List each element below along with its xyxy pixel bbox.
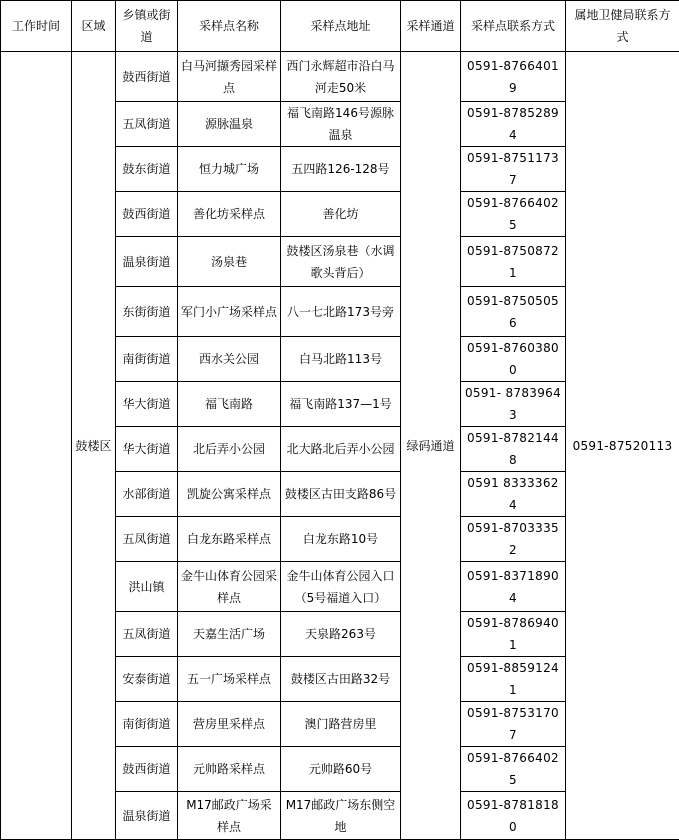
site-name-cell: 白龙东路采样点 [178, 517, 281, 562]
site-address-cell: 西门永辉超市沿白马河走50米 [281, 52, 401, 102]
site-address-cell: 元帅路60号 [281, 747, 401, 792]
site-address-cell: 福飞南路146号源脉温泉 [281, 102, 401, 147]
site-name-cell: 北后弄小公园 [178, 427, 281, 472]
site-phone-cell: 0591 83333624 [461, 472, 566, 517]
street-cell: 温泉街道 [116, 237, 178, 287]
site-name-cell: 五一广场采样点 [178, 657, 281, 702]
site-phone-cell: 0591-87511737 [461, 147, 566, 192]
site-address-cell: 鼓楼区古田路32号 [281, 657, 401, 702]
site-phone-cell: 0591-87664025 [461, 747, 566, 792]
site-phone-cell: 0591-88591241 [461, 657, 566, 702]
site-name-cell: 营房里采样点 [178, 702, 281, 747]
header-site-contact: 采样点联系方式 [461, 1, 566, 52]
header-row [1, 1, 679, 52]
site-address-cell: 善化坊 [281, 192, 401, 237]
site-address-cell: 鼓楼区古田支路86号 [281, 472, 401, 517]
street-cell: 水部街道 [116, 472, 178, 517]
site-name-cell: 福飞南路 [178, 382, 281, 427]
street-cell: 温泉街道 [116, 792, 178, 840]
header-site-name: 采样点名称 [178, 1, 281, 52]
site-phone-cell: 0591-87033352 [461, 517, 566, 562]
site-name-cell: M17邮政广场采样点 [178, 792, 281, 840]
header-street: 乡镇或街道 [116, 1, 178, 52]
site-name-cell: 白马河撷秀园采样点 [178, 52, 281, 102]
site-address-cell: 澳门路营房里 [281, 702, 401, 747]
site-address-cell: 鼓楼区汤泉巷（水调歌头背后） [281, 237, 401, 287]
site-address-cell: 白龙东路10号 [281, 517, 401, 562]
site-name-cell: 天嘉生活广场 [178, 612, 281, 657]
site-address-cell: 八一七北路173号旁 [281, 287, 401, 337]
table-row [1, 52, 679, 102]
street-cell: 华大街道 [116, 427, 178, 472]
site-name-cell: 凯旋公寓采样点 [178, 472, 281, 517]
site-phone-cell: 0591-87818180 [461, 792, 566, 840]
site-name-cell: 汤泉巷 [178, 237, 281, 287]
street-cell: 鼓西街道 [116, 192, 178, 237]
site-name-cell: 西水关公园 [178, 337, 281, 382]
site-address-cell: 北大路北后弄小公园 [281, 427, 401, 472]
site-name-cell: 金牛山体育公园采样点 [178, 562, 281, 612]
district-cell: 鼓楼区 [72, 52, 116, 840]
health-contact-cell: 0591-87520113 [566, 52, 679, 840]
site-phone-cell: 0591-87852894 [461, 102, 566, 147]
site-name-cell: 军门小广场采样点 [178, 287, 281, 337]
site-address-cell: 五四路126-128号 [281, 147, 401, 192]
header-health-contact: 属地卫健局联系方式 [566, 1, 679, 52]
site-name-cell: 源脉温泉 [178, 102, 281, 147]
site-name-cell: 元帅路采样点 [178, 747, 281, 792]
street-cell: 华大街道 [116, 382, 178, 427]
site-phone-cell: 0591-87664025 [461, 192, 566, 237]
site-address-cell: 福飞南路137—1号 [281, 382, 401, 427]
channel-cell: 绿码通道 [401, 52, 461, 840]
site-phone-cell: 0591-87508721 [461, 237, 566, 287]
street-cell: 鼓东街道 [116, 147, 178, 192]
header-time: 工作时间 [1, 1, 72, 52]
site-phone-cell: 0591-87505056 [461, 287, 566, 337]
site-phone-cell: 0591-87821448 [461, 427, 566, 472]
site-address-cell: 天泉路263号 [281, 612, 401, 657]
street-cell: 五凤街道 [116, 517, 178, 562]
site-name-cell: 恒力城广场 [178, 147, 281, 192]
site-phone-cell: 0591-83718904 [461, 562, 566, 612]
site-address-cell: 金牛山体育公园入口（5号福道入口） [281, 562, 401, 612]
site-address-cell: M17邮政广场东侧空地 [281, 792, 401, 840]
street-cell: 鼓西街道 [116, 747, 178, 792]
header-district: 区域 [72, 1, 116, 52]
street-cell: 鼓西街道 [116, 52, 178, 102]
street-cell: 安泰街道 [116, 657, 178, 702]
table-body [1, 52, 679, 840]
site-phone-cell: 0591- 87839643 [461, 382, 566, 427]
site-phone-cell: 0591-87664019 [461, 52, 566, 102]
street-cell: 五凤街道 [116, 102, 178, 147]
site-address-cell: 白马北路113号 [281, 337, 401, 382]
header-channel: 采样通道 [401, 1, 461, 52]
street-cell: 南街街道 [116, 702, 178, 747]
street-cell: 东街街道 [116, 287, 178, 337]
street-cell: 南街街道 [116, 337, 178, 382]
site-phone-cell: 0591-87531707 [461, 702, 566, 747]
site-phone-cell: 0591-87603800 [461, 337, 566, 382]
work-time-cell [1, 52, 72, 840]
street-cell: 洪山镇 [116, 562, 178, 612]
street-cell: 五凤街道 [116, 612, 178, 657]
site-phone-cell: 0591-87869401 [461, 612, 566, 657]
site-name-cell: 善化坊采样点 [178, 192, 281, 237]
header-site-address: 采样点地址 [281, 1, 401, 52]
